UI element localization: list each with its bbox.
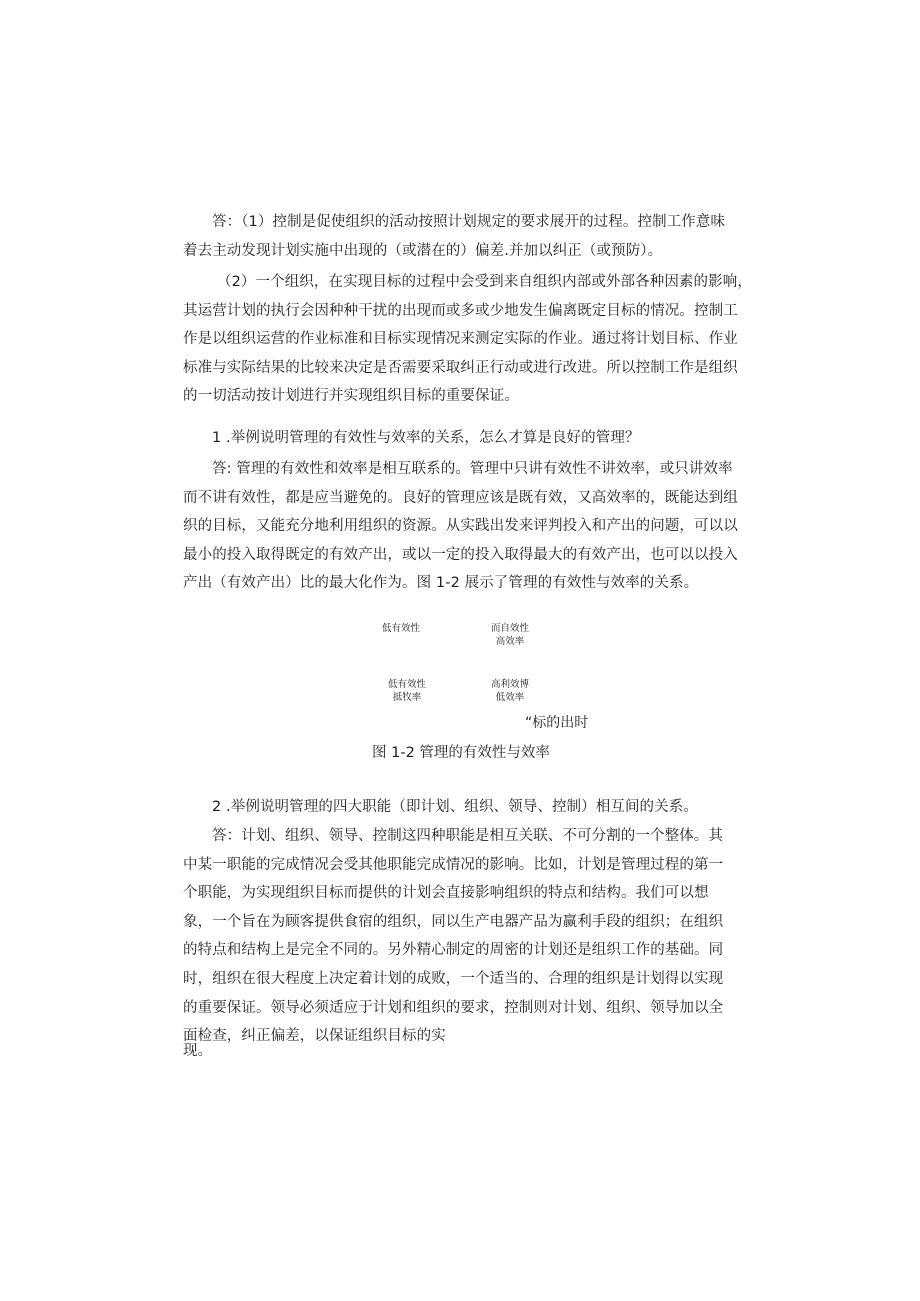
answer-line: 着去主动发现计划实施中出现的（或潜在的）偏差.并加以纠正（或预防）。: [183, 242, 663, 259]
answer-line: （2）一个组织，在实现目标的过程中会受到来自组织内部或外部各种因素的影响，: [217, 274, 752, 290]
answer-line: 织的目标，又能充分地利用组织的资源。从实践出发来评判投入和产出的问题，可以以: [183, 518, 738, 535]
figure-label: 低效率: [495, 692, 525, 703]
figure-label: 高利效博: [491, 679, 530, 690]
answer-tail: 现。: [183, 1043, 212, 1059]
figure-caption: 图 1-2 管理的有效性与效率: [372, 745, 550, 761]
answer-line: 时，组织在很大程度上决定着计划的成败，一个适当的、合理的组织是计划得以实现: [183, 970, 724, 987]
answer-line: 的重要保证。领导必须适应于计划和组织的要求，控制则对计划、组织、领导加以全: [183, 999, 724, 1016]
figure-label: 低有效性: [382, 623, 421, 634]
answer-line: 象，一个旨在为顾客提供食宿的组织，同以生产电器产品为赢利手段的组织；在组织: [183, 913, 724, 930]
question-1: [183, 424, 743, 453]
question-text: 1 .举例说明管理的有效性与效率的关系，怎么才算是良好的管理？: [212, 430, 640, 446]
figure-label: 低有效性: [388, 679, 427, 690]
answer-line: 的一切活动按计划进行并实现组织目标的重要保证。: [183, 388, 519, 405]
answer-line: 产出（有效产出）比的最大化作为。图 1-2 展示了管理的有效性与效率的关系。: [183, 575, 699, 592]
question-text: 2 .举例说明管理的四大职能（即计划、组织、领导、控制）相互间的关系。: [212, 799, 698, 815]
answer-control-importance: [183, 268, 752, 411]
answer-line: 最小的投入取得既定的有效产出，或以一定的投入取得最大的有效产出，也可以以投入: [183, 546, 738, 563]
figure-cell-top-right: [491, 622, 529, 648]
answer-line: 答：计划、组织、领导、控制这四种职能是相互关联、不可分割的一个整体。其: [212, 828, 723, 844]
answer-four-functions: [183, 822, 743, 1051]
figure-cell-top-left: [382, 622, 420, 635]
question-2: [183, 793, 743, 822]
answer-line: 而不讲有效性，都是应当避免的。良好的管理应该是既有效，又高效率的，既能达到组: [183, 489, 738, 506]
answer-line: 作是以组织运营的作业标准和目标实现情况来测定实际的作业。通过将计划目标、作业: [183, 331, 738, 348]
answer-line: 个职能，为实现组织目标而提供的计划会直接影响组织的特点和结构。我们可以想: [183, 885, 709, 902]
figure-label: 抵牧率: [392, 692, 422, 703]
answer-line: 面检查，纠正偏差，以保证组织目标的实: [183, 1028, 446, 1045]
answer-line: 的特点和结构上是完全不同的。另外精心制定的周密的计划还是组织工作的基础。同: [183, 942, 724, 959]
figure-label: 而自效性: [491, 623, 530, 634]
answer-line: 答：（1）控制是促使组织的活动按照计划规定的要求展开的过程。控制工作意味: [212, 214, 726, 230]
answer-line: 标准与实际结果的比较来决定是否需要采取纠正行动或进行改进。所以控制工作是组织: [183, 359, 738, 376]
answer-line: 中某一职能的完成情况会受其他职能完成情况的影响。比如，计划是管理过程的第一: [183, 856, 724, 873]
answer-line: 答: 管理的有效性和效率是相互联系的。管理中只讲有效性不讲效率，或只讲效率: [212, 461, 733, 477]
figure-cell-bottom-right: [491, 678, 529, 704]
figure-note: “标的出时: [525, 715, 589, 731]
answer-line: 其运营计划的执行会因种种干扰的出现而或多或少地发生偏离既定目标的情况。控制工: [183, 302, 738, 319]
answer-effectiveness-efficiency: [183, 455, 743, 598]
answer-control-definition: [183, 208, 743, 265]
figure-label: 高效率: [495, 636, 525, 647]
figure-cell-bottom-left: [388, 678, 426, 704]
